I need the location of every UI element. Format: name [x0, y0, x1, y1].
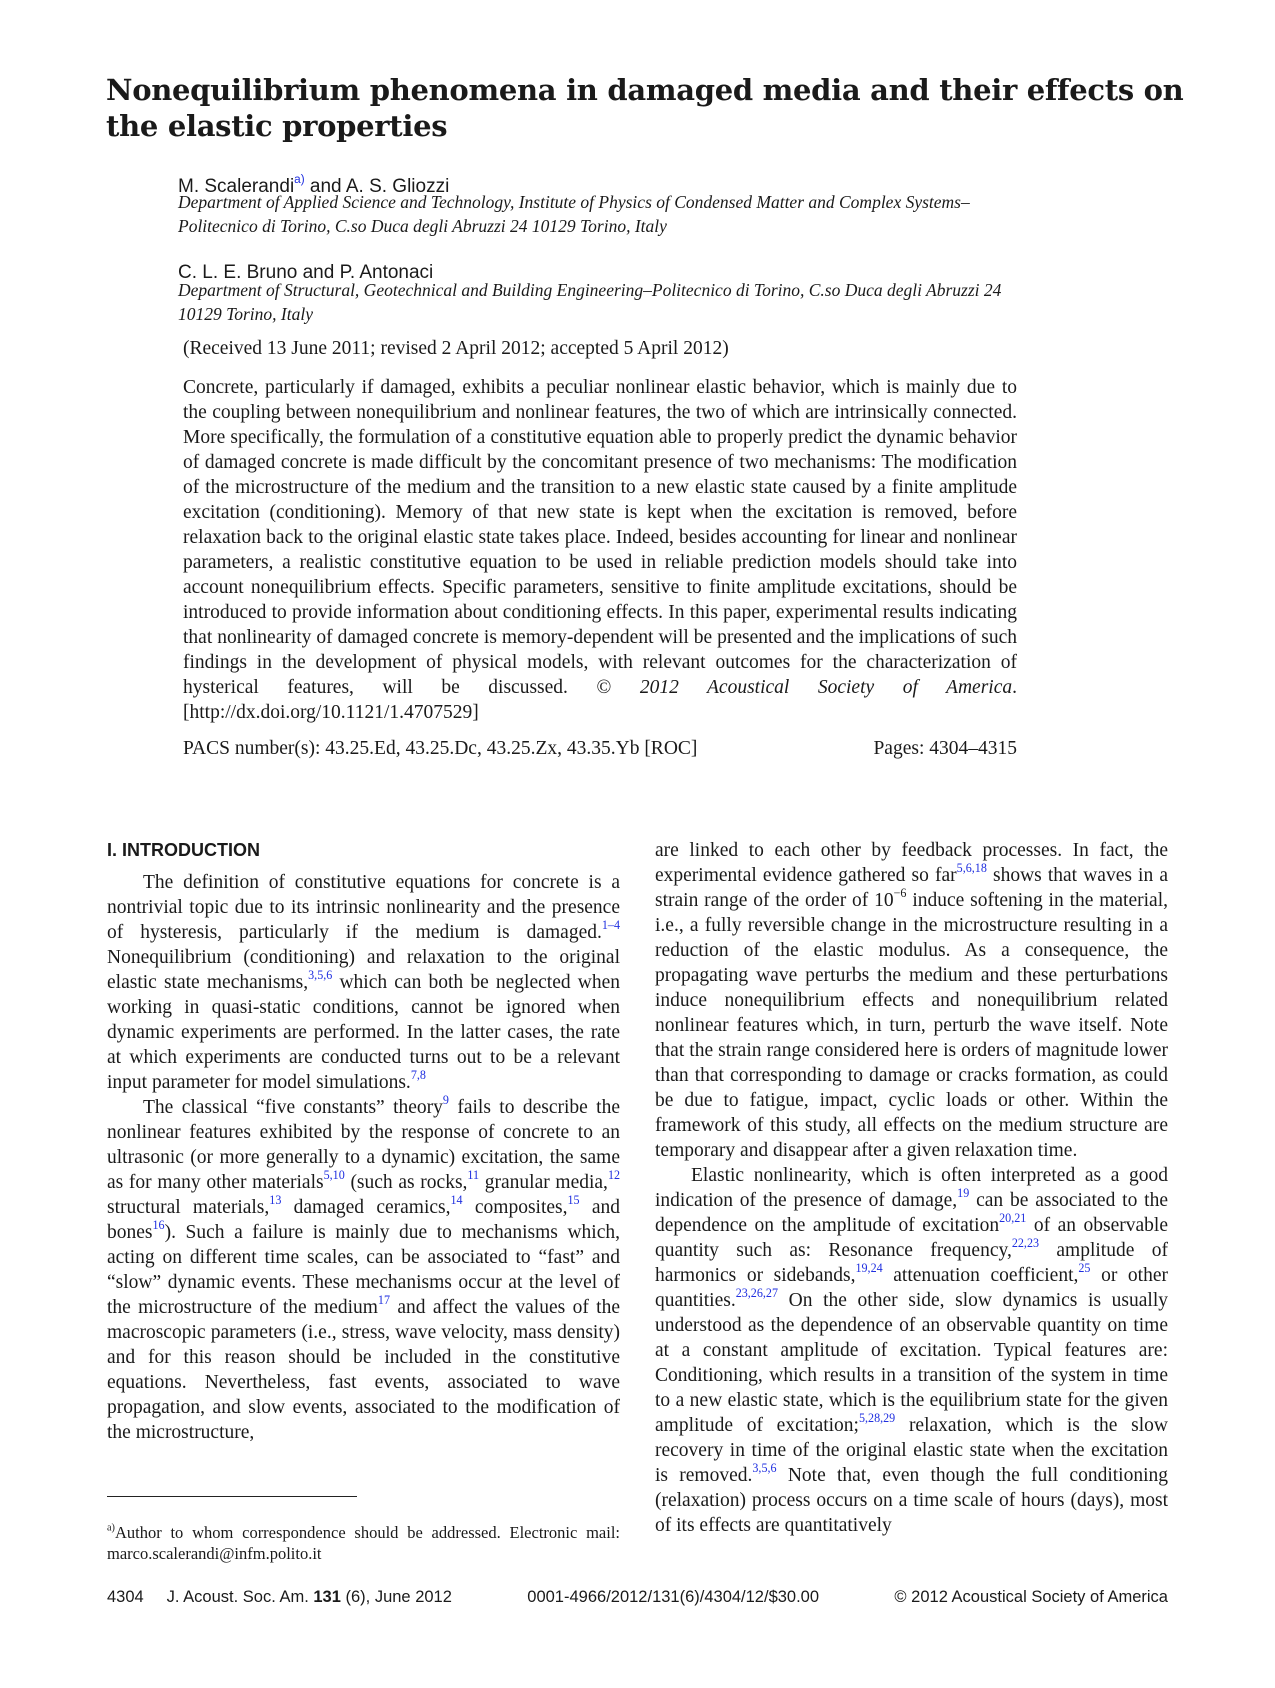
article-code: 0001-4966/2012/131(6)/4304/12/$30.00 [527, 1588, 820, 1606]
abstract [183, 375, 1017, 725]
text-run: which can both be neglected when working in quasi-static conditions, cannot be ignored when dynamic experiments are performed. In the latter cases, the rate at which experiments are conducted turns out to be a relevant input parameter for model simulations. [107, 972, 621, 1093]
footnote-link[interactable]: a) [294, 173, 305, 187]
citation-link[interactable]: 1–4 [601, 917, 620, 932]
page-number: 4304 [107, 1588, 144, 1606]
text-run: Note that, even though the full conditioning (relaxation) process occurs on a time scale of hours (days), most of its effects are quantitatively [655, 1465, 1168, 1536]
pacs-numbers: PACS number(s): 43.25.Ed, 43.25.Dc, 43.25.Zx, 43.35.Yb [ROC] [183, 738, 698, 759]
issue-date: (6), June 2012 [340, 1588, 452, 1606]
text-run: and affect the values of the macroscopic parameters (i.e., stress, wave velocity, mass density) and for this reason should be included in the constitutive equations. Nevertheless, fast events, associated to wave propagation, and slow events, associated to the modification of the microstructure, [107, 1297, 620, 1443]
text-run: 2012 Acoustical Society of America [639, 677, 1013, 698]
text-run: or other quantities. [655, 1265, 1168, 1311]
citation-link[interactable]: 12 [607, 1167, 621, 1182]
text-run: The classical “five constants” theory [143, 1097, 443, 1118]
text-run: © [596, 677, 640, 698]
paragraph [655, 838, 1168, 1163]
exponent: −6 [893, 885, 907, 900]
citation-link[interactable]: 3,5,6 [308, 967, 333, 982]
citation-link[interactable]: 5,28,29 [858, 1410, 896, 1425]
section-heading: I. INTRODUCTION [107, 840, 260, 860]
text-run: composites, [462, 1197, 568, 1218]
text-run: ). Such a failure is mainly due to mechanisms which, acting on different time scales, can be associated to “fast” and “slow” dynamic events. These mechanisms occur at the level of the microstructure of the medium [107, 1222, 620, 1318]
text-run: attenuation coefficient, [882, 1265, 1079, 1286]
text-run: Elastic nonlinearity, which is often interpreted as a good indication of the presence of damage, [655, 1165, 1168, 1211]
text-run: amplitude of harmonics or sidebands, [655, 1240, 1169, 1286]
citation-link[interactable]: 5,10 [323, 1167, 345, 1182]
journal-name: J. Acoust. Soc. Am. [166, 1588, 314, 1606]
right-column [655, 838, 1168, 1538]
citation-link[interactable]: 19 [957, 1185, 970, 1200]
left-column [107, 838, 620, 1445]
citation-link[interactable]: 3,5,6 [752, 1460, 777, 1475]
paragraph [107, 870, 620, 1095]
citation-link[interactable]: 13 [269, 1192, 282, 1207]
pacs-line [183, 738, 1017, 760]
received-dates: (Received 13 June 2011; revised 2 April 2012; accepted 5 April 2012) [183, 338, 729, 359]
citation-link[interactable]: 20,21 [999, 1210, 1027, 1225]
text-run: structural materials, [107, 1197, 270, 1218]
citation-link[interactable]: 11 [467, 1167, 480, 1182]
citation-link[interactable]: 25 [1078, 1260, 1091, 1275]
paragraph [107, 1092, 621, 1445]
author-names: and A. S. Gliozzi [304, 176, 450, 197]
citation-link[interactable]: 15 [567, 1192, 580, 1207]
text-run: . [http://dx.doi.org/10.1121/1.4707529] [183, 677, 1017, 723]
author-names: M. Scalerandi [178, 176, 295, 197]
citation-link[interactable]: 5,6,18 [956, 860, 987, 875]
citation-link[interactable]: 9 [442, 1092, 449, 1107]
footnote-divider [107, 1496, 357, 1497]
text-run: (such as rocks, [344, 1172, 468, 1193]
citation-link[interactable]: 16 [152, 1217, 165, 1232]
affiliation-1: Department of Applied Science and Technology, Institute of Physics of Condensed Matter and Complex Systems–Politecnico di Torino, C.so Duca degli Abruzzi 24 10129 Torino, Italy [178, 192, 970, 236]
affiliation-2: Department of Structural, Geotechnical and Building Engineering–Politecnico di Torino, C.so Duca degli Abruzzi 24 10129 Torino, Italy [178, 280, 1002, 324]
left-column-body [107, 870, 620, 1445]
authors-line-2: C. L. E. Bruno and P. Antonaci [178, 262, 434, 283]
text-run: of an observable quantity such as: Resonance frequency, [655, 1215, 1168, 1261]
footnote-mark: a) [107, 1522, 115, 1534]
paper-title: Nonequilibrium phenomena in damaged media and their effects on the elastic properties [106, 73, 1184, 143]
paragraph [655, 1163, 1168, 1538]
text-run: fails to describe the nonlinear features exhibited by the response of concrete to an ultrasonic (or more generally to a dynamic) excitation, the same as for many other materials [107, 1097, 620, 1193]
text-run: and bones [107, 1197, 621, 1243]
text-run: The definition of constitutive equations for concrete is a nontrivial topic due to its intrinsic nonlinearity and the presence of hysteresis, particularly if the medium is damaged. [107, 872, 620, 943]
citation-link[interactable]: 22,23 [1011, 1235, 1040, 1250]
journal-info [107, 1588, 452, 1607]
citation-link[interactable]: 17 [377, 1292, 390, 1307]
text-run: are linked to each other by feedback processes. In fact, the experimental evidence gathered so far [655, 840, 1168, 886]
footnote-text: Author to whom correspondence should be addressed. Electronic mail: marco.scalerandi@infm.polito.it [107, 1523, 620, 1563]
text-run: can be associated to the dependence on the amplitude of excitation [655, 1190, 1168, 1236]
text-run: damaged ceramics, [281, 1197, 451, 1218]
citation-link[interactable]: 7,8 [410, 1067, 426, 1082]
page-range: Pages: 4304–4315 [873, 738, 1017, 759]
text-run: induce softening in the material, i.e., a fully reversible change in the microstructure resulting in a reduction of the elastic modulus. As a consequence, the propagating wave perturbs the medium and these perturbations induce nonequilibrium effects and nonequilibrium related nonlinear features which, in turn, perturb the wave itself. Note that the strain range considered here is orders of magnitude lower than that corresponding to damage or cracks formation, as could be due to fatigue, impact, cyclic loads or other. Within the framework of this study, all effects on the medium structure are temporary and disappear after a given relaxation time. [655, 890, 1168, 1161]
text-run: relaxation, which is the slow recovery in time of the original elastic state when the excitation is removed. [655, 1415, 1168, 1486]
citation-link[interactable]: 14 [450, 1192, 463, 1207]
text-run: Concrete, particularly if damaged, exhibits a peculiar nonlinear elastic behavior, which is mainly due to the coupling between nonequilibrium and nonlinear features, the two of which are intrinsically connected. More specifically, the formulation of a constitutive equation able to properly predict the dynamic behavior of damaged concrete is made difficult by the concomitant presence of two mechanisms: The modification of the microstructure of the medium and the transition to a new elastic state caused by a finite amplitude excitation (conditioning). Memory of that new state is kept when the excitation is removed, before relaxation back to the original elastic state takes place. Indeed, besides accounting for linear and nonlinear parameters, a realistic constitutive equation to be used in reliable prediction models should take into account nonequilibrium effects. Specific parameters, sensitive to finite amplitude excitations, should be introduced to provide information about conditioning effects. In this paper, experimental results indicating that nonlinearity of damaged concrete is memory-dependent will be presented and the implications of such findings in the development of physical models, with relevant outcomes for the characterization of hysterical features, will be discussed. [183, 377, 1017, 698]
text-run: On the other side, slow dynamics is usually understood as the dependence of an observable quantity on time at a constant amplitude of excitation. Typical features are: Conditioning, which results in a transition of the system in time to a new elastic state, which is the equilibrium state for the given amplitude of excitation; [655, 1290, 1168, 1436]
citation-link[interactable]: 19,24 [855, 1260, 883, 1275]
page-footer [107, 1588, 1168, 1607]
volume: 131 [313, 1588, 341, 1606]
text-run: Nonequilibrium (conditioning) and relaxation to the original elastic state mechanisms, [107, 947, 620, 993]
text-run: granular media, [479, 1172, 608, 1193]
citation-link[interactable]: 23,26,27 [735, 1285, 778, 1300]
copyright: © 2012 Acoustical Society of America [894, 1588, 1168, 1606]
text-run: shows that waves in a strain range of the order of 10 [655, 865, 1168, 911]
footnote [107, 1522, 620, 1564]
